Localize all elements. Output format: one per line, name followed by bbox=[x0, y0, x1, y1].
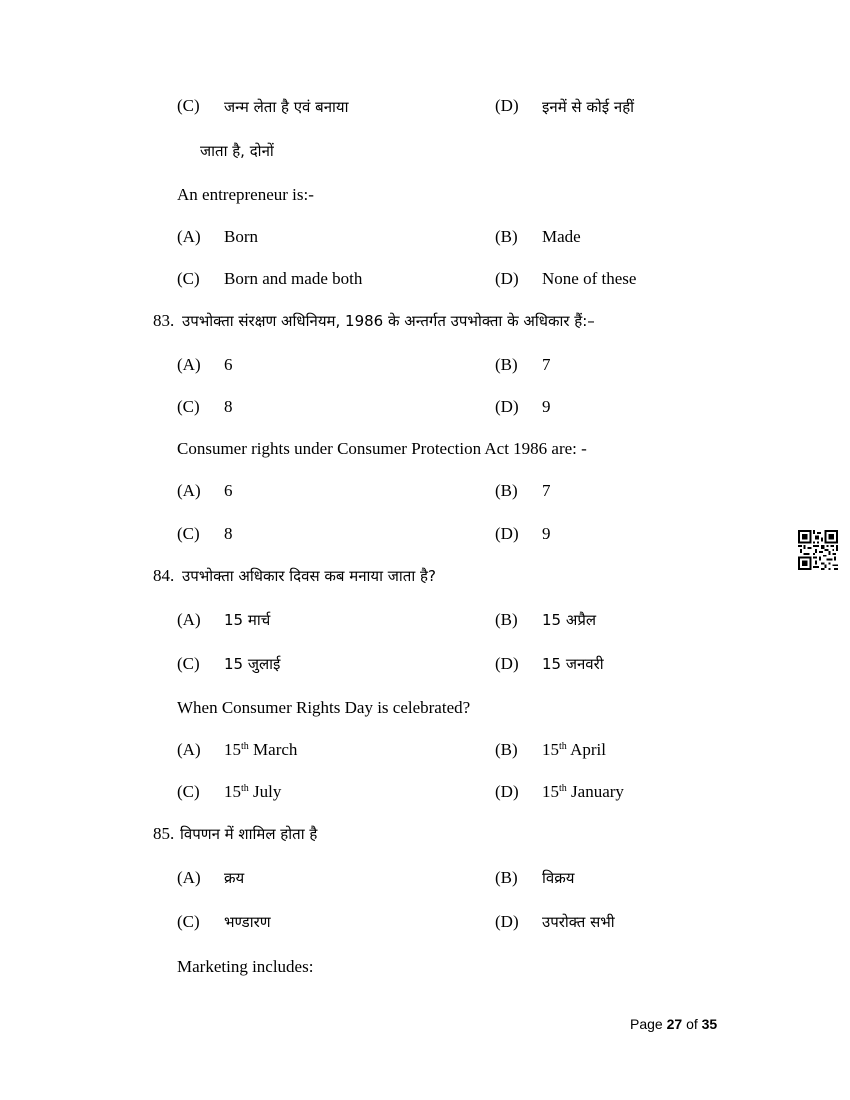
option-label: (C) bbox=[177, 96, 200, 115]
option-label: (B) bbox=[495, 481, 518, 500]
option-text: 9 bbox=[542, 397, 551, 416]
option-text: 15 जनवरी bbox=[542, 655, 604, 673]
option-text: जन्म लेता है एवं बनाया bbox=[224, 98, 349, 116]
option-text: 15th April bbox=[542, 740, 606, 759]
option-text: 15th July bbox=[224, 782, 282, 801]
page-number: Page 27 of 35 bbox=[630, 1016, 718, 1032]
question-hindi: विपणन में शामिल होता है bbox=[180, 825, 318, 843]
option-text: None of these bbox=[542, 269, 637, 288]
option-text: इनमें से कोई नहीं bbox=[542, 98, 635, 116]
option-label: (C) bbox=[177, 912, 200, 931]
option-text: Made bbox=[542, 227, 581, 246]
option-text: 6 bbox=[224, 355, 233, 374]
option-text: विक्रय bbox=[542, 869, 575, 887]
option-label: (B) bbox=[495, 227, 518, 246]
option-label: (C) bbox=[177, 397, 200, 416]
option-label: (D) bbox=[495, 269, 519, 288]
option-label: (D) bbox=[495, 782, 519, 801]
question-english: Consumer rights under Consumer Protection Act 1986 are: - bbox=[177, 439, 587, 458]
option-label: (B) bbox=[495, 355, 518, 374]
option-label: (A) bbox=[177, 355, 201, 374]
question-english: Marketing includes: bbox=[177, 957, 314, 976]
option-label: (A) bbox=[177, 740, 201, 759]
question-english: When Consumer Rights Day is celebrated? bbox=[177, 698, 471, 717]
option-text: 15th January bbox=[542, 782, 624, 801]
option-label: (C) bbox=[177, 269, 200, 288]
option-label: (D) bbox=[495, 912, 519, 931]
option-label: (C) bbox=[177, 524, 200, 543]
question-number: 84. bbox=[153, 566, 175, 585]
option-label: (D) bbox=[495, 524, 519, 543]
option-text: 8 bbox=[224, 397, 233, 416]
option-text: Born and made both bbox=[224, 269, 363, 288]
option-label: (D) bbox=[495, 96, 519, 115]
question-number: 83. bbox=[153, 311, 175, 330]
option-text: 15 अप्रैल bbox=[542, 611, 597, 629]
question-english: An entrepreneur is:- bbox=[177, 185, 314, 204]
option-label: (A) bbox=[177, 610, 201, 629]
option-label: (A) bbox=[177, 868, 201, 887]
option-label: (C) bbox=[177, 782, 200, 801]
qr-code-icon bbox=[798, 530, 838, 570]
option-label: (C) bbox=[177, 654, 200, 673]
question-number: 85. bbox=[153, 824, 175, 843]
option-text: क्रय bbox=[224, 869, 245, 887]
option-text: 15th March bbox=[224, 740, 298, 759]
question-hindi: उपभोक्ता अधिकार दिवस कब मनाया जाता है? bbox=[182, 567, 436, 585]
question-hindi: उपभोक्ता संरक्षण अधिनियम, 1986 के अन्तर्गत उपभोक्ता के अधिकार हैं:– bbox=[182, 312, 595, 330]
option-text-continuation: जाता है, दोनों bbox=[200, 142, 274, 160]
option-text: 15 मार्च bbox=[224, 611, 271, 629]
option-text: उपरोक्त सभी bbox=[542, 913, 615, 931]
option-text: 7 bbox=[542, 355, 551, 374]
option-text: 15 जुलाई bbox=[224, 655, 281, 673]
option-text: 8 bbox=[224, 524, 233, 543]
option-label: (B) bbox=[495, 740, 518, 759]
option-label: (A) bbox=[177, 227, 201, 246]
option-label: (A) bbox=[177, 481, 201, 500]
option-text: भण्डारण bbox=[224, 913, 271, 931]
option-label: (D) bbox=[495, 654, 519, 673]
option-label: (B) bbox=[495, 868, 518, 887]
option-label: (D) bbox=[495, 397, 519, 416]
option-text: Born bbox=[224, 227, 258, 246]
option-label: (B) bbox=[495, 610, 518, 629]
option-text: 9 bbox=[542, 524, 551, 543]
option-text: 6 bbox=[224, 481, 233, 500]
option-text: 7 bbox=[542, 481, 551, 500]
